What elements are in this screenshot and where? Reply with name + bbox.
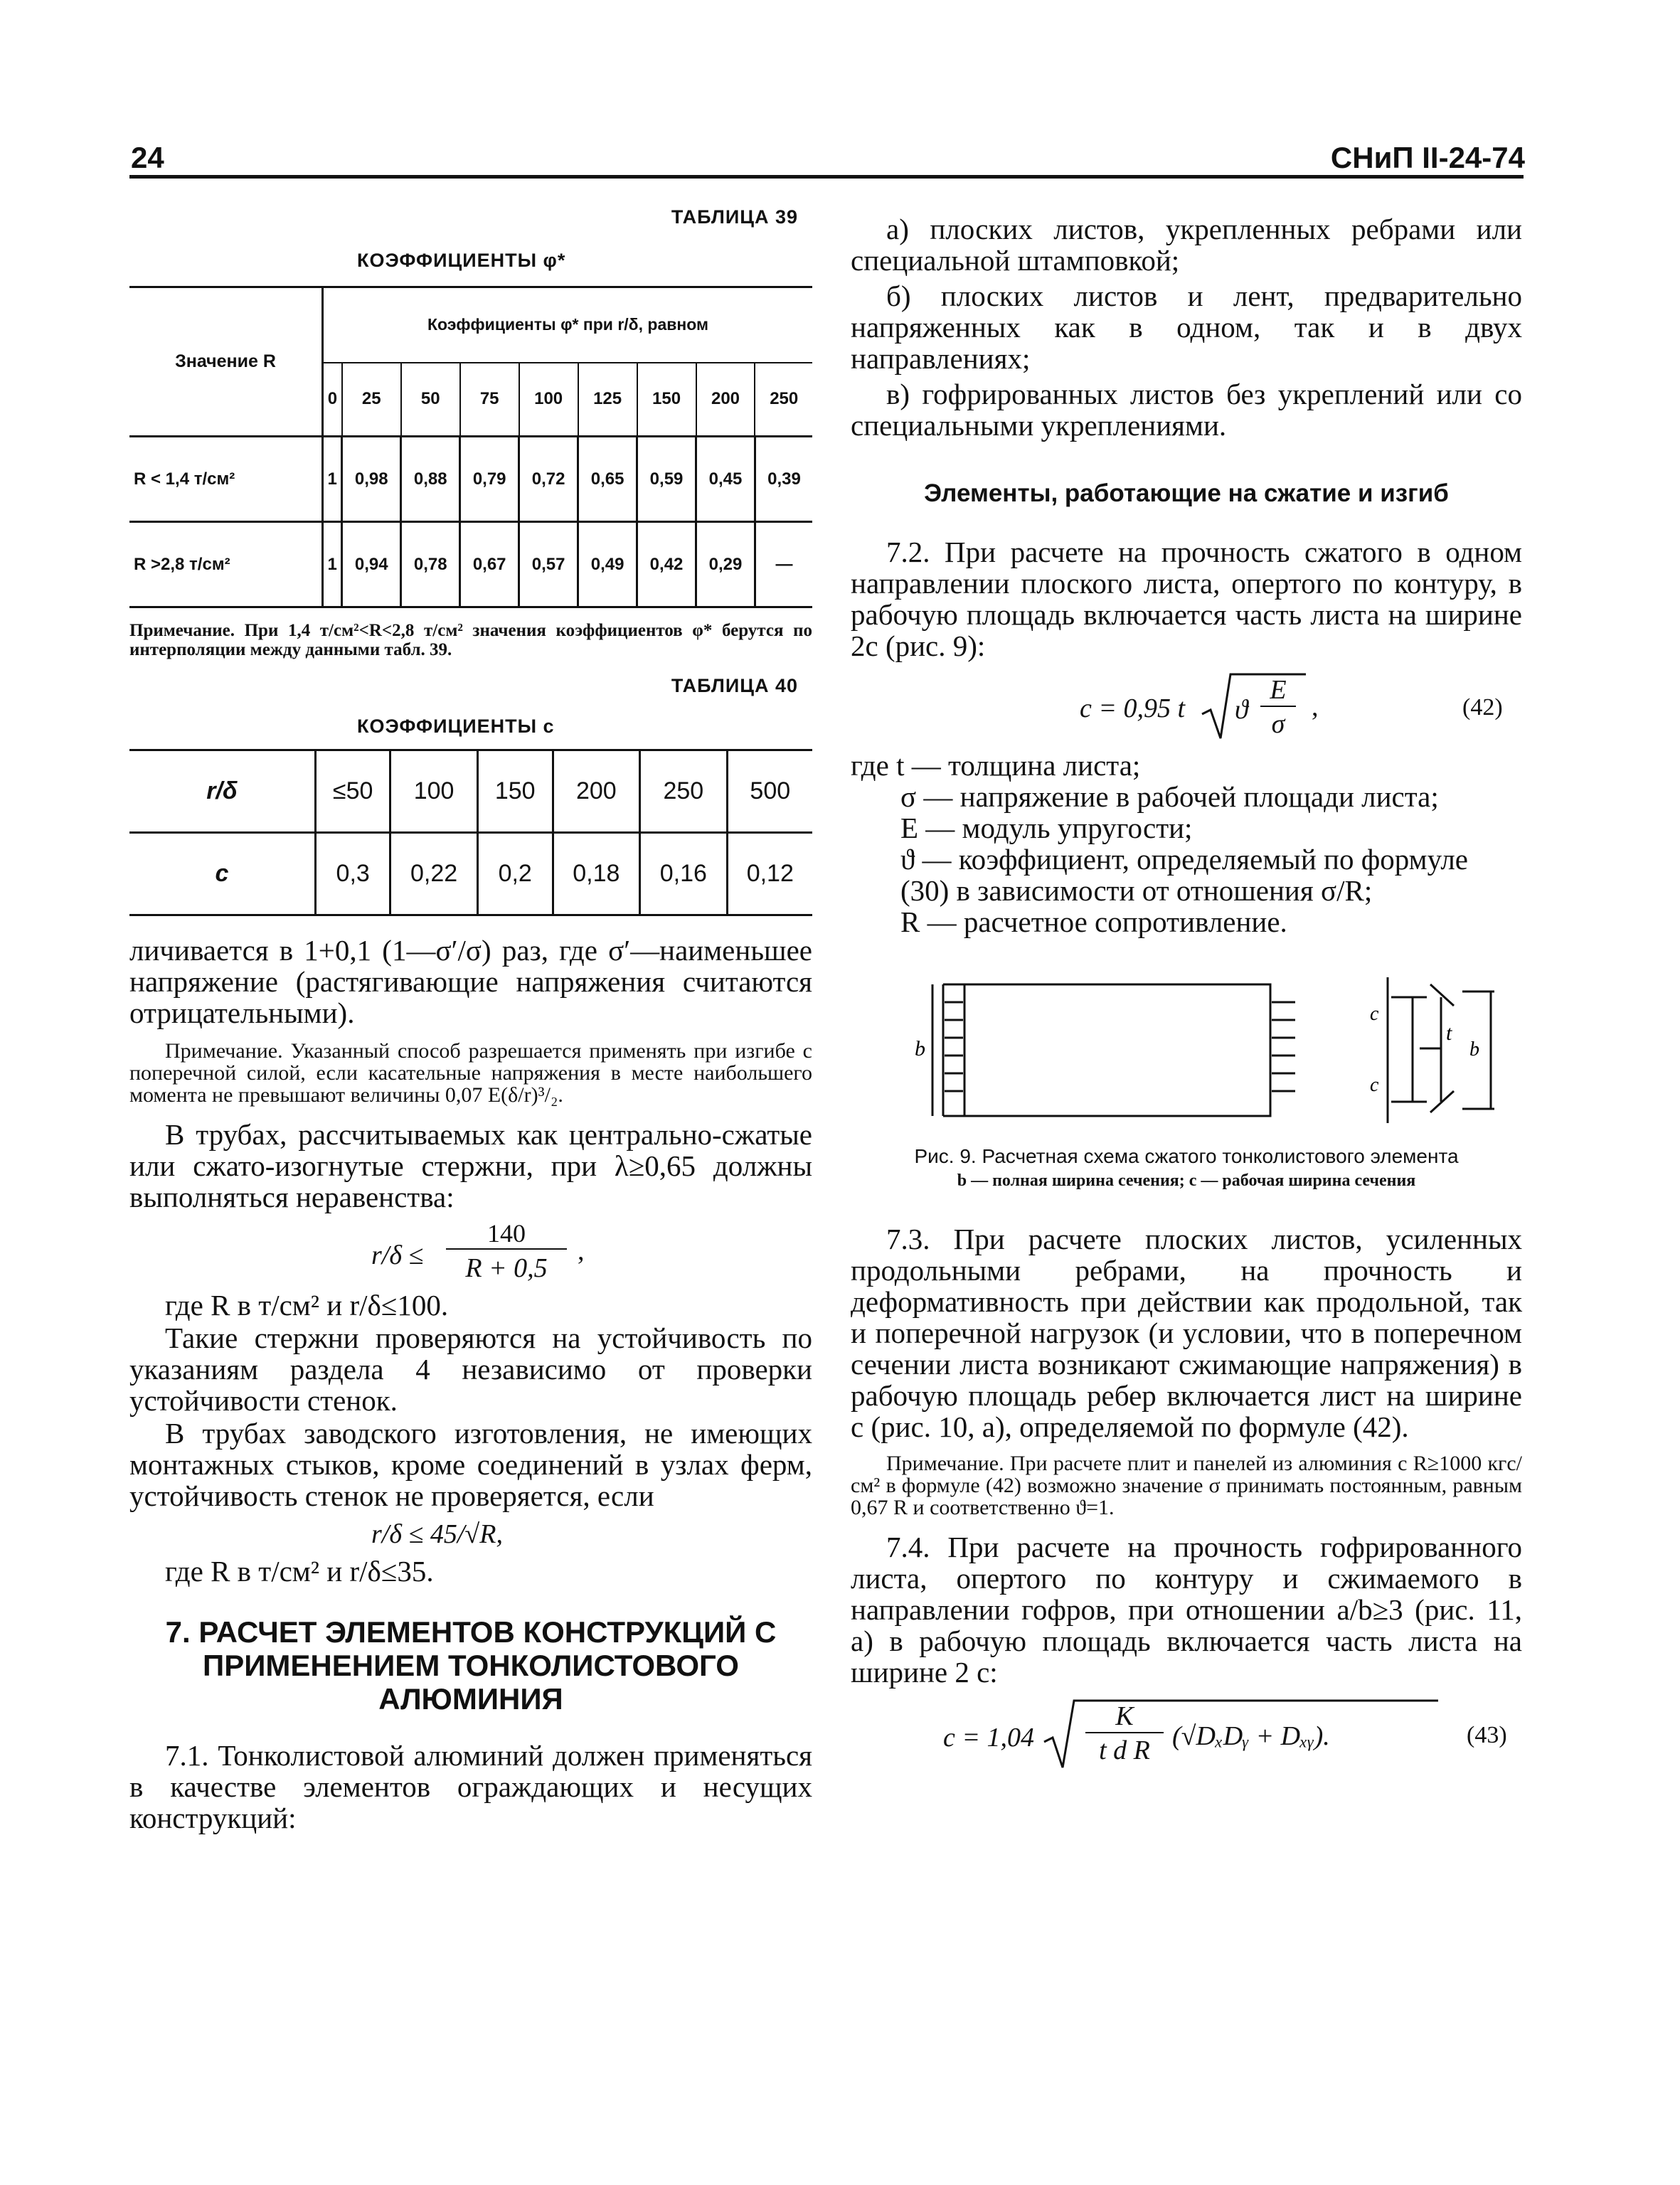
document-code: СНиП II-24-74: [1330, 141, 1525, 174]
table40-row-c: [129, 833, 812, 915]
list-item-a: а) плоских листов, укрепленных ребрами или специальной штамповкой;: [851, 213, 1522, 277]
table40-title: КОЭФФИЦИЕНТЫ c: [357, 716, 555, 737]
formula-denominator: σ: [1271, 709, 1285, 739]
table40-cell: 0,3: [316, 833, 390, 915]
table39-row: [129, 437, 812, 522]
paragraph-7-1: 7.1. Тонколистовой алюминий должен применяться в качестве элементов ограждающих и несущих конструкций:: [129, 1739, 812, 1834]
table40: [129, 749, 812, 916]
table39-cell: 0,29: [696, 522, 755, 607]
table39-col: 0: [323, 363, 342, 437]
table40-cell: 0,18: [553, 833, 640, 915]
table39-cell: 0,49: [578, 522, 637, 607]
paragraph-7-2: 7.2. При расчете на прочность сжатого в одном направлении плоского листа, опертого по контуру, в рабочую площадь включается часть листа на ширине 2c (рис. 9):: [851, 536, 1522, 662]
fig-label-b: b: [915, 1037, 925, 1060]
formula-theta: ϑ: [1235, 695, 1248, 725]
subsection-title: Элементы, работающие на сжатие и изгиб: [924, 479, 1449, 507]
table40-cell: 0,12: [746, 860, 794, 887]
formula-denominator: R + 0,5: [465, 1253, 548, 1283]
formula-number: (42): [1462, 694, 1503, 721]
table39-row-header: Значение R: [129, 287, 323, 437]
formula-end: ,: [1312, 692, 1319, 722]
table39-label: ТАБЛИЦА 39: [671, 206, 798, 228]
section-title: 7. РАСЧЕТ ЭЛЕМЕНТОВ КОНСТРУКЦИЙ С ПРИМЕНЕНИЕМ ТОНКОЛИСТОВОГО АЛЮМИНИЯ: [165, 1615, 777, 1716]
table39-cell: 0,78: [401, 522, 460, 607]
table39-title: КОЭФФИЦИЕНТЫ φ*: [357, 250, 566, 271]
table39-cell: 0,94: [342, 522, 401, 607]
table40-cell: 0,16: [640, 833, 728, 915]
where-clause-2: где R в т/см² и r/δ≤35.: [165, 1555, 434, 1588]
table40-cell: 250: [640, 750, 728, 833]
table40-cell: ≤50: [316, 750, 390, 833]
formula-end: ,: [578, 1236, 585, 1266]
table39-cell: —: [775, 554, 793, 574]
table39-cell: 0,59: [637, 437, 696, 522]
table39-note: Примечание. При 1,4 т/см²<R<2,8 т/см² значения коэффициентов φ* берутся по интерполяции между данными табл. 39.: [129, 621, 812, 659]
table40-row-label: c: [215, 860, 229, 887]
fig-label-t: t: [1446, 1021, 1452, 1045]
formula-numerator: 140: [446, 1218, 567, 1250]
table40-cell: 0,22: [390, 833, 478, 915]
left-column: [129, 206, 812, 1834]
formula-number: (43): [1467, 1722, 1507, 1748]
definition-r: R — расчетное сопротивление.: [900, 905, 1287, 938]
table39-col: 200: [696, 363, 755, 437]
table40-cell: 500: [750, 777, 791, 804]
figure-9-caption: Рис. 9. Расчетная схема сжатого тонколистового элемента: [914, 1145, 1459, 1167]
table39-col: 50: [401, 363, 460, 437]
paragraph-7-3: 7.3. При расчете плоских листов, усиленных продольными ребрами, на прочность и деформативность при действии как продольной, так и поперечной нагрузок (и условии, что в поперечном сечении листа возникают сжимающие напряжения) в рабочую площадь ребер включается лист на ширине c (рис. 10, a), определяемой по формуле (42).: [851, 1223, 1522, 1443]
definition-sigma: σ — напряжение в рабочей площади листа;: [900, 780, 1439, 813]
table39-cell: 0,42: [637, 522, 696, 607]
table39-col: 250: [770, 389, 799, 409]
paragraph-continuation: личивается в 1+0,1 (1—σ′/σ) раз, где σ′—наименьшее напряжение (растягивающие напряжения считаются отрицательными).: [129, 934, 812, 1029]
table39-col: 125: [578, 363, 637, 437]
formula-tail: (√DₓDᵧ + Dₓᵧ).: [1172, 1721, 1330, 1751]
table39-cell: 0,39: [767, 469, 801, 489]
table39-cell: 0,67: [460, 522, 519, 607]
table40-row-label: r/δ: [206, 777, 238, 804]
table39-col: 150: [637, 363, 696, 437]
table40-label: ТАБЛИЦА 40: [671, 675, 798, 696]
table39-cell: 1: [323, 437, 342, 522]
where-clause-1: где R в т/см² и r/δ≤100.: [165, 1289, 449, 1322]
page-number: 24: [131, 141, 164, 174]
table39-cell: 0,65: [578, 437, 637, 522]
definition-t: где t — толщина листа;: [851, 749, 1141, 782]
fig-label-c-top: c: [1370, 1003, 1379, 1025]
table39-group-header: Коэффициенты φ* при r/δ, равном: [323, 287, 813, 363]
table39-col: 75: [460, 363, 519, 437]
plate-rect: [964, 984, 1270, 1116]
list-item-c: в) гофрированных листов без укреплений или со специальными укреплениями.: [851, 378, 1522, 442]
formula-numerator: E: [1260, 674, 1296, 707]
table40-cell: 200: [553, 750, 640, 833]
formula-r-delta-1: [129, 1218, 812, 1288]
table39: [129, 286, 812, 608]
right-column: [851, 213, 1522, 1775]
definition-theta: ϑ — коэффициент, определяемый по формуле (30) в зависимости от отношения σ/R;: [900, 843, 1468, 907]
list-item-b: б) плоских листов и лент, предварительно напряженных как в одном, так и в двух направлениях;: [851, 280, 1522, 375]
note-method: Примечание. Указанный способ разрешается применять при изгибе с поперечной силой, если касательные напряжения в месте наибольшего момента не превышают величины 0,07 E(δ/r)³/₂.: [129, 1039, 812, 1107]
formula-denominator: t d R: [1099, 1735, 1150, 1765]
table39-row-label: R >2,8 т/см²: [134, 554, 230, 574]
table39-cell: 0,98: [342, 437, 401, 522]
definitions-list: [851, 750, 1522, 937]
table39-cell: 0,88: [401, 437, 460, 522]
table39-row-label: R < 1,4 т/см²: [134, 469, 235, 489]
formula-r-delta-2: r/δ ≤ 45/√R,: [371, 1519, 503, 1549]
formula-lhs: c = 0,95 t: [1080, 693, 1186, 723]
formula-lhs: c = 1,04: [943, 1723, 1035, 1753]
paragraph-factory-pipes: В трубах заводского изготовления, не имеющих монтажных стыков, кроме соединений в узлах ферм, устойчивость стенок не проверяется, если: [129, 1417, 812, 1512]
paragraph-pipes: В трубах, рассчитываемых как центрально-сжатые или сжато-изогнутые стержни, при λ≥0,65 должны выполняться неравенства:: [129, 1118, 812, 1213]
table39-cell: 0,45: [696, 437, 755, 522]
figure-9-diagram: [851, 977, 1522, 1127]
fig-label-c-bottom: c: [1370, 1074, 1379, 1096]
formula-lhs: r/δ ≤: [371, 1240, 424, 1270]
formula-43: [851, 1696, 1522, 1775]
table40-cell: 0,2: [477, 833, 553, 915]
note-7-3: Примечание. При расчете плит и панелей из алюминия с R≥1000 кгс/см² в формуле (42) возможно значение σ принимать постоянным, равным 0,67 R и соответственно ϑ=1.: [851, 1452, 1522, 1519]
definition-e: E — модуль упругости;: [900, 812, 1193, 844]
table39-cell: 0,72: [519, 437, 578, 522]
table39-cell: 0,57: [519, 522, 578, 607]
table40-cell: 100: [390, 750, 478, 833]
formula-numerator: K: [1085, 1701, 1164, 1733]
formula-42: [851, 669, 1522, 747]
fig-label-b-section: b: [1469, 1038, 1479, 1060]
table39-cell: 0,79: [460, 437, 519, 522]
header-rule: [129, 175, 1524, 179]
table40-row-rdelta: [129, 750, 812, 833]
paragraph-stability: Такие стержни проверяются на устойчивость по указаниям раздела 4 независимо от проверки устойчивости стенок.: [129, 1322, 812, 1417]
table39-col: 25: [342, 363, 401, 437]
paragraph-7-4: 7.4. При расчете на прочность гофрированного листа, опертого по контуру и сжимаемого в направлении гофров, при отношении a/b≥3 (рис. 11, a) в рабочую площадь включается часть листа на ширине 2 c:: [851, 1531, 1522, 1689]
table40-cell: 150: [477, 750, 553, 833]
table39-col: 100: [519, 363, 578, 437]
figure-9-legend: b — полная ширина сечения; c — рабочая ширина сечения: [957, 1171, 1416, 1190]
table39-row: [129, 522, 812, 607]
table39-cell: 1: [323, 522, 342, 607]
